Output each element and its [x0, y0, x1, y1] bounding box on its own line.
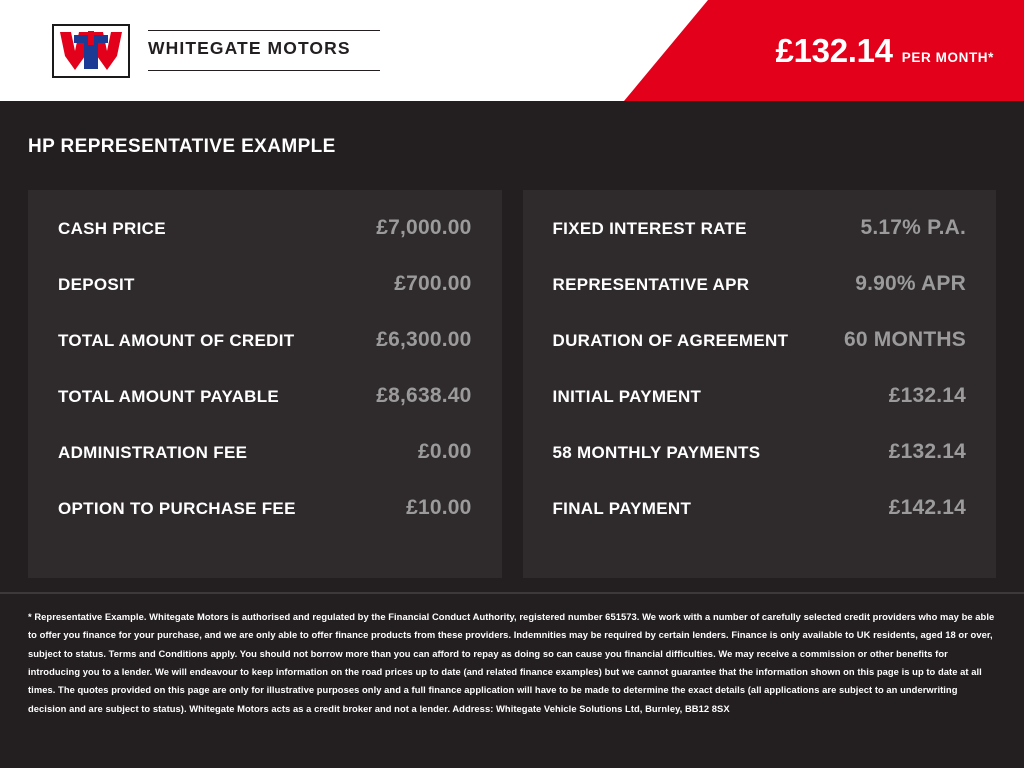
table-row	[553, 272, 967, 328]
left-finance-panel	[28, 190, 502, 578]
table-row	[553, 328, 967, 384]
price-amount: £132.14	[775, 32, 893, 69]
brand-rule-bottom	[148, 70, 380, 71]
table-row	[58, 272, 472, 328]
row-value: £700.00	[394, 272, 472, 295]
table-row	[58, 384, 472, 440]
table-row	[58, 440, 472, 496]
row-value: £8,638.40	[376, 384, 472, 407]
row-label: TOTAL AMOUNT PAYABLE	[58, 387, 280, 406]
brand-name: WHITEGATE MOTORS	[148, 38, 351, 58]
row-value: 9.90% APR	[855, 272, 966, 295]
right-finance-panel	[523, 190, 997, 578]
row-label: DEPOSIT	[58, 275, 135, 294]
table-row	[553, 440, 967, 496]
row-label: DURATION OF AGREEMENT	[552, 331, 789, 350]
brand-rule-top	[148, 30, 380, 31]
row-label: 58 MONTHLY PAYMENTS	[552, 443, 761, 462]
row-label: FINAL PAYMENT	[552, 499, 692, 518]
row-label: CASH PRICE	[58, 219, 166, 238]
row-label: TOTAL AMOUNT OF CREDIT	[58, 331, 295, 350]
row-value: £6,300.00	[376, 328, 472, 351]
table-row	[553, 496, 967, 552]
row-label: FIXED INTEREST RATE	[552, 219, 747, 238]
row-value: 60 MONTHS	[844, 328, 966, 351]
row-value: £0.00	[417, 440, 472, 463]
row-label: OPTION TO PURCHASE FEE	[58, 499, 296, 518]
row-value: £132.14	[888, 440, 966, 463]
row-label: REPRESENTATIVE APR	[552, 275, 750, 294]
price-period: PER MONTH*	[901, 50, 994, 65]
row-value: £142.14	[888, 496, 966, 519]
page-title: HP REPRESENTATIVE EXAMPLE	[28, 136, 336, 157]
row-label: ADMINISTRATION FEE	[58, 443, 248, 462]
table-row	[553, 384, 967, 440]
row-label: INITIAL PAYMENT	[552, 387, 702, 406]
row-value: £7,000.00	[376, 216, 472, 239]
whitegate-motors-logo-icon	[52, 24, 130, 78]
row-value: £10.00	[406, 496, 472, 519]
table-row	[58, 328, 472, 384]
disclaimer-text: * Representative Example. Whitegate Motors is authorised and regulated by the Financial Conduct Authority, registered number 651573. We work with a number of carefully selected credit providers who may be able to offer you finance for your purchase, and we are only able to offer finance products from these providers. Indemnities may be required by certain lenders. Finance is only available to UK residents, aged 18 or over, subject to status. Terms and Conditions apply. You should not borrow more than you can afford to repay as doing so can cause you financial difficulties. We may receive a commission or other benefits for introducing you to a lender. We will endeavour to keep information on the road prices up to date (and related finance examples) but we cannot guarantee that the information shown on this page is up to date at all times. The quotes provided on this page are only for illustrative purposes only and a full finance application will have to be made to determine the exact details (all applications are subject to an underwriting decision and are subject to status). Whitegate Motors acts as a credit broker and not a lender. Address: Whitegate Vehicle Solutions Ltd, Burnley, BB12 8SX	[28, 611, 995, 714]
page-header	[0, 0, 1024, 101]
finance-panels	[28, 190, 996, 578]
table-row	[58, 216, 472, 272]
footer-divider	[0, 592, 1024, 594]
table-row	[58, 496, 472, 552]
row-value: £132.14	[888, 384, 966, 407]
monthly-price-block	[776, 34, 994, 67]
table-row	[553, 216, 967, 272]
logo-mark-icon	[58, 29, 124, 73]
row-value: 5.17% P.A.	[860, 216, 966, 239]
